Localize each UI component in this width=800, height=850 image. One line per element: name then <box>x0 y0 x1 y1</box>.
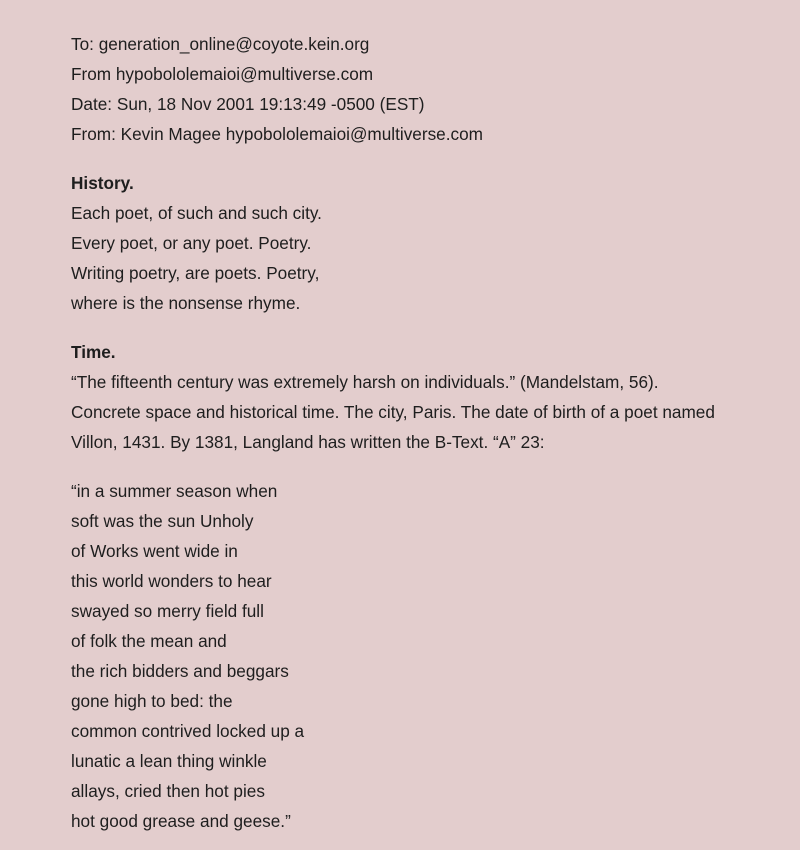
time-line: “The fifteenth century was extremely harsh on individuals.” (Mandelstam, 56). <box>71 372 659 392</box>
history-line: where is the nonsense rhyme. <box>71 293 301 313</box>
quote-line: the rich bidders and beggars <box>71 661 289 681</box>
time-heading: Time. <box>71 342 116 362</box>
quote-line: this world wonders to hear <box>71 571 272 591</box>
header-from-line: From hypobololemaioi@multiverse.com <box>71 64 374 84</box>
time-line: Villon, 1431. By 1381, Langland has written the B-Text. “A” 23: <box>71 432 545 452</box>
header-date-line: Date: Sun, 18 Nov 2001 19:13:49 -0500 (EST) <box>71 94 425 114</box>
history-heading: History. <box>71 173 134 193</box>
quote-line: lunatic a lean thing winkle <box>71 751 267 771</box>
quote-line: gone high to bed: the <box>71 691 233 711</box>
history-line: Every poet, or any poet. Poetry. <box>71 233 312 253</box>
quote-line: allays, cried then hot pies <box>71 781 265 801</box>
history-line: Writing poetry, are poets. Poetry, <box>71 263 320 283</box>
time-line: Concrete space and historical time. The city, Paris. The date of birth of a poet named <box>71 402 715 422</box>
email-header <box>71 29 800 149</box>
quote-line: swayed so merry field full <box>71 601 264 621</box>
history-section <box>71 168 800 318</box>
time-section <box>71 337 800 457</box>
quote-line: of folk the mean and <box>71 631 227 651</box>
quote-line: soft was the sun Unholy <box>71 511 254 531</box>
header-to-line: To: generation_online@coyote.kein.org <box>71 34 370 54</box>
quote-line: “in a summer season when <box>71 481 278 501</box>
history-line: Each poet, of such and such city. <box>71 203 322 223</box>
quote-line: hot good grease and geese.” <box>71 811 291 831</box>
quote-line: of Works went wide in <box>71 541 238 561</box>
quote-section <box>71 476 800 836</box>
quote-line: common contrived locked up a <box>71 721 305 741</box>
header-from-name-line: From: Kevin Magee hypobololemaioi@multiverse.com <box>71 124 483 144</box>
